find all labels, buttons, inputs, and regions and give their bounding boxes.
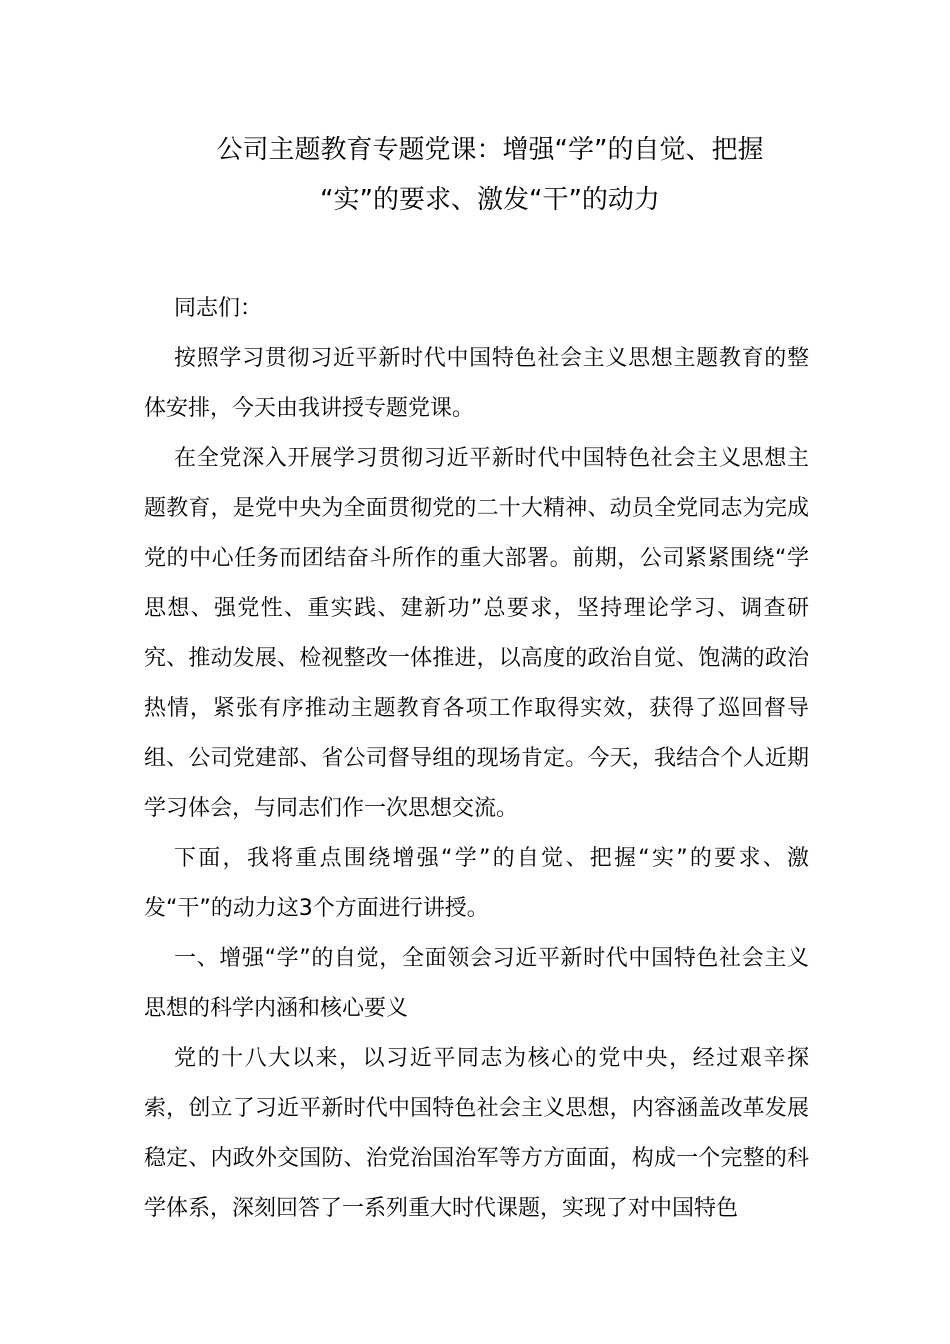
greeting: 同志们：	[174, 296, 263, 321]
document-body	[144, 284, 809, 1234]
paragraph-background: 在全党深入开展学习贯彻习近平新时代中国特色社会主义思想主题教育，是党中央为全面贯彻党的二十大精神、动员全党同志为完成党的中心任务而团结奋斗所作的重大部署。前期，公司紧紧围绕“学思想、强党性、重实践、建新功”总要求，坚持理论学习、调查研究、推动发展、检视整改一体推进，以高度的政治自觉、饱满的政治热情，紧张有序推动主题教育各项工作取得实效，获得了巡回督导组、公司党建部、省公司督导组的现场肯定。今天，我结合个人近期学习体会，与同志们作一次思想交流。	[144, 446, 809, 821]
paragraph-outline: 下面，我将重点围绕增强“学”的自觉、把握“实”的要求、激发“干”的动力这3个方面进行讲授。	[144, 846, 809, 921]
document-title-line-2: “实”的要求、激发“干”的动力	[320, 185, 660, 215]
paragraph-intro: 按照学习贯彻习近平新时代中国特色社会主义思想主题教育的整体安排，今天由我讲授专题党课。	[144, 346, 809, 421]
section-heading-1: 一、增强“学”的自觉，全面领会习近平新时代中国特色社会主义思想的科学内涵和核心要义	[144, 946, 809, 1021]
paragraph-section-1: 党的十八大以来，以习近平同志为核心的党中央，经过艰辛探索，创立了习近平新时代中国特色社会主义思想，内容涵盖改革发展稳定、内政外交国防、治党治国治军等方方面面，构成一个完整的科学体系，深刻回答了一系列重大时代课题，实现了对中国特色	[144, 1046, 809, 1221]
document-title-line-1: 公司主题教育专题党课：增强“学”的自觉、把握	[216, 135, 764, 165]
